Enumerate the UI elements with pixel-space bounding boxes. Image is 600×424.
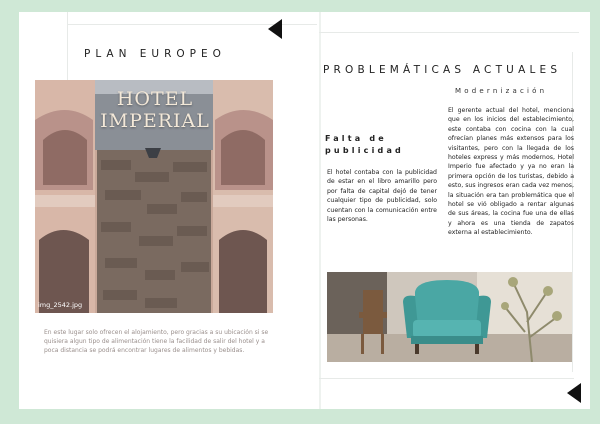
section-heading: Falta de publicidad [325, 134, 404, 155]
previous-page-arrow-icon[interactable] [268, 19, 282, 39]
page-turn-arrow-icon[interactable] [567, 383, 581, 403]
page-fold [319, 12, 321, 409]
guide-rule [319, 32, 579, 33]
hotel-sign-text: HOTEL IMPERIAL [100, 88, 210, 132]
photo-filename: img_2542.jpg [38, 301, 83, 309]
guide-rule [319, 378, 574, 379]
hotel-lobby-photo [35, 80, 273, 313]
right-page-subtitle: Modernización [455, 87, 548, 95]
armchair-photo [327, 272, 572, 362]
left-page-title: PLAN EUROPEO [84, 48, 226, 60]
left-page-body: En este lugar solo ofrecen el alojamiento, pero gracias a su ubicación si se quisiera algun tipo de alimentación tiene la facilidad de salir del hotel y a poca distancia se podrá encontrar lugares de alimentos y bebidas. [44, 329, 269, 354]
armchair-illustration [327, 272, 572, 362]
guide-rule [67, 12, 68, 82]
right-page-title: PROBLEMÁTICAS ACTUALES [323, 64, 562, 76]
section-body: El hotel contaba con la publicidad de estar en el libro amarillo pero por falta de capital dejó de tener cualquier tipo de publicidad, solo cuentan con la comunicación entre las personas. [327, 169, 437, 224]
main-body: El gerente actual del hotel, menciona que en los inicios del establecimiento, este contaba con cocina con la cual ofrecían planes más extensos para los visitantes, pero con la llegada de los hoteles express y más modernos, Hotel Imperio fue afectado y ya no eran la primera opción de los turistas, debido a esto, sus ingresos eran cada vez menos, la situación era tan problemática que el hotel se vió obligado a rentar algunas de sus áreas, la cocina fue una de ellas y ahora es una tienda de zapatos externa al establecimiento. [448, 107, 574, 237]
